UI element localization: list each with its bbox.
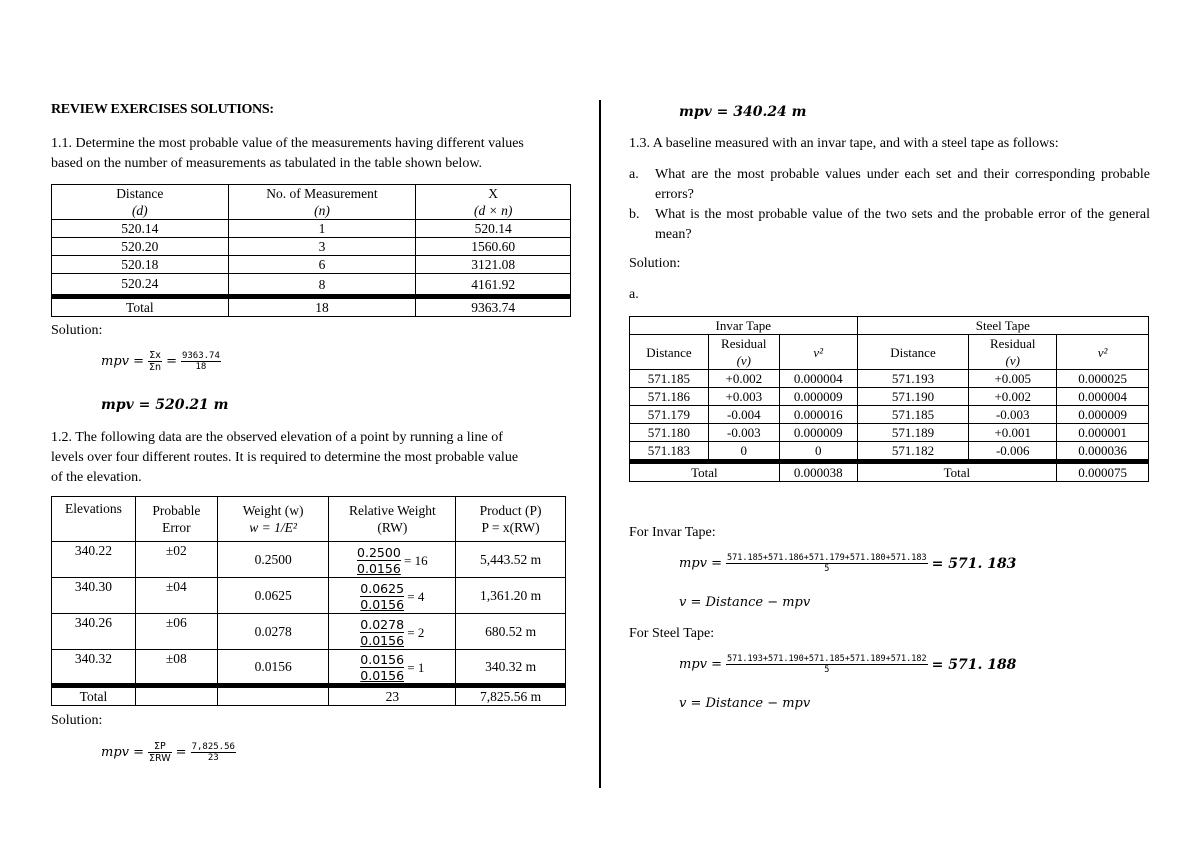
header-cell: Relative Weight (RW)	[329, 497, 456, 542]
invar-mpv-equation: mpv = $\frac{571.185+571.186+571.179+571.180+571.183}{5}$ = 571. 183	[679, 553, 1017, 574]
table-row: 571.185 +0.002 0.000004 571.193 +0.005 0.000025	[630, 370, 1149, 388]
question-list	[629, 165, 1150, 245]
question-1-2	[51, 428, 571, 488]
residual-equation-2: v = Distance − mpv	[679, 696, 811, 711]
table-row: 571.183 0 0 571.182 -0.006 0.000036	[630, 442, 1149, 462]
header-cell: X (d × n)	[416, 185, 571, 220]
table-total-row: Total 23 7,825.56 m	[52, 686, 566, 706]
steel-tape-label: For Steel Tape:	[629, 626, 715, 641]
relative-weight-fraction: $\frac{0.0156}{0.0156}$ = 1	[360, 651, 425, 683]
table-row: 571.186 +0.003 0.000009 571.190 +0.002 0.000004	[630, 388, 1149, 406]
list-item: a. What are the most probable values under each set and their corresponding probable errors?	[629, 167, 1150, 202]
question-1-1	[51, 134, 571, 174]
question-1-3: 1.3. A baseline measured with an invar tape, and with a steel tape as follows:	[629, 136, 1059, 151]
q2-text-line2: levels over four different routes. It is required to determine the most probable value	[51, 450, 519, 465]
table-row: 340.22 ±02 0.2500 $\frac{0.2500}{0.0156}$ = 16 5,443.52 m	[52, 542, 566, 578]
table-row: 520.14 1 520.14	[52, 220, 571, 238]
mpv-result-1: mpv = 520.21 m	[101, 397, 229, 413]
table-row: 571.180 -0.003 0.000009 571.189 +0.001 0.000001	[630, 424, 1149, 442]
header-cell: Weight (w) w = 1/E²	[217, 497, 329, 542]
table-row: 340.30 ±04 0.0625 $\frac{0.0625}{0.0156}$ = 4 1,361.20 m	[52, 578, 566, 614]
table-row: 340.26 ±06 0.0278 $\frac{0.0278}{0.0156}$ = 2 680.52 m	[52, 614, 566, 650]
table-row: 520.20 3 1560.60	[52, 238, 571, 256]
column-divider	[599, 100, 601, 788]
relative-weight-fraction: $\frac{0.0625}{0.0156}$ = 4	[360, 580, 425, 612]
mpv-equation-2: mpv = $\frac{\Sigma P}{\text{ΣRW}}$ = $\frac{7,825.56}{23}$	[101, 741, 235, 764]
sub-header-row: Distance Residual (v) v² Distance Residual (v) v²	[630, 335, 1149, 370]
elevation-table	[51, 496, 566, 706]
residual-equation-1: v = Distance − mpv	[679, 595, 811, 610]
invar-tape-label: For Invar Tape:	[629, 525, 716, 540]
relative-weight-fraction: $\frac{0.2500}{0.0156}$ = 16	[357, 544, 428, 576]
tape-table	[629, 316, 1149, 482]
table-row: 520.18 6 3121.08	[52, 256, 571, 274]
relative-weight-fraction: $\frac{0.0278}{0.0156}$ = 2	[360, 616, 425, 648]
q2-text-line3: of the elevation.	[51, 470, 142, 485]
header-cell: Product (P) P = x(RW)	[456, 497, 566, 542]
steel-mpv-equation: mpv = $\frac{571.193+571.190+571.185+571.189+571.182}{5}$ = 571. 188	[679, 654, 1017, 675]
table-row: 340.32 ±08 0.0156 $\frac{0.0156}{0.0156}$ = 1 340.32 m	[52, 650, 566, 686]
table-total-row: Total 18 9363.74	[52, 297, 571, 317]
group-header-row: Invar Tape Steel Tape	[630, 317, 1149, 335]
solution-label-3: Solution:	[629, 256, 681, 271]
q2-text-line1: 1.2. The following data are the observed elevation of a point by running a line of	[51, 430, 503, 445]
header-cell: Probable Error	[135, 497, 217, 542]
q1-text-line1: 1.1. Determine the most probable value of the measurements having different values	[51, 136, 524, 151]
header-cell: Elevations	[52, 497, 136, 542]
table-row: 571.179 -0.004 0.000016 571.185 -0.003 0.000009	[630, 406, 1149, 424]
table-row: 520.24 8 4161.92	[52, 274, 571, 297]
table-header-row	[52, 497, 566, 542]
table-header-row	[52, 185, 571, 220]
part-a-label: a.	[629, 287, 639, 302]
solution-label: Solution:	[51, 323, 103, 338]
table-total-row: Total 0.000038 Total 0.000075	[630, 462, 1149, 482]
page-title: REVIEW EXERCISES SOLUTIONS:	[51, 102, 274, 117]
q1-text-line2: based on the number of measurements as tabulated in the table shown below.	[51, 156, 483, 171]
header-cell: Distance (d)	[52, 185, 229, 220]
mpv-result-top: mpv = 340.24 m	[679, 104, 807, 120]
measurement-table	[51, 184, 571, 317]
list-item: b. What is the most probable value of the two sets and the probable error of the general mean?	[629, 207, 1150, 242]
mpv-equation-1: mpv = $\frac{\Sigma x}{\Sigma n}$ = $\frac{9363.74}{18}$	[101, 350, 220, 373]
solution-label-2: Solution:	[51, 713, 103, 728]
header-cell: No. of Measurement (n)	[228, 185, 416, 220]
